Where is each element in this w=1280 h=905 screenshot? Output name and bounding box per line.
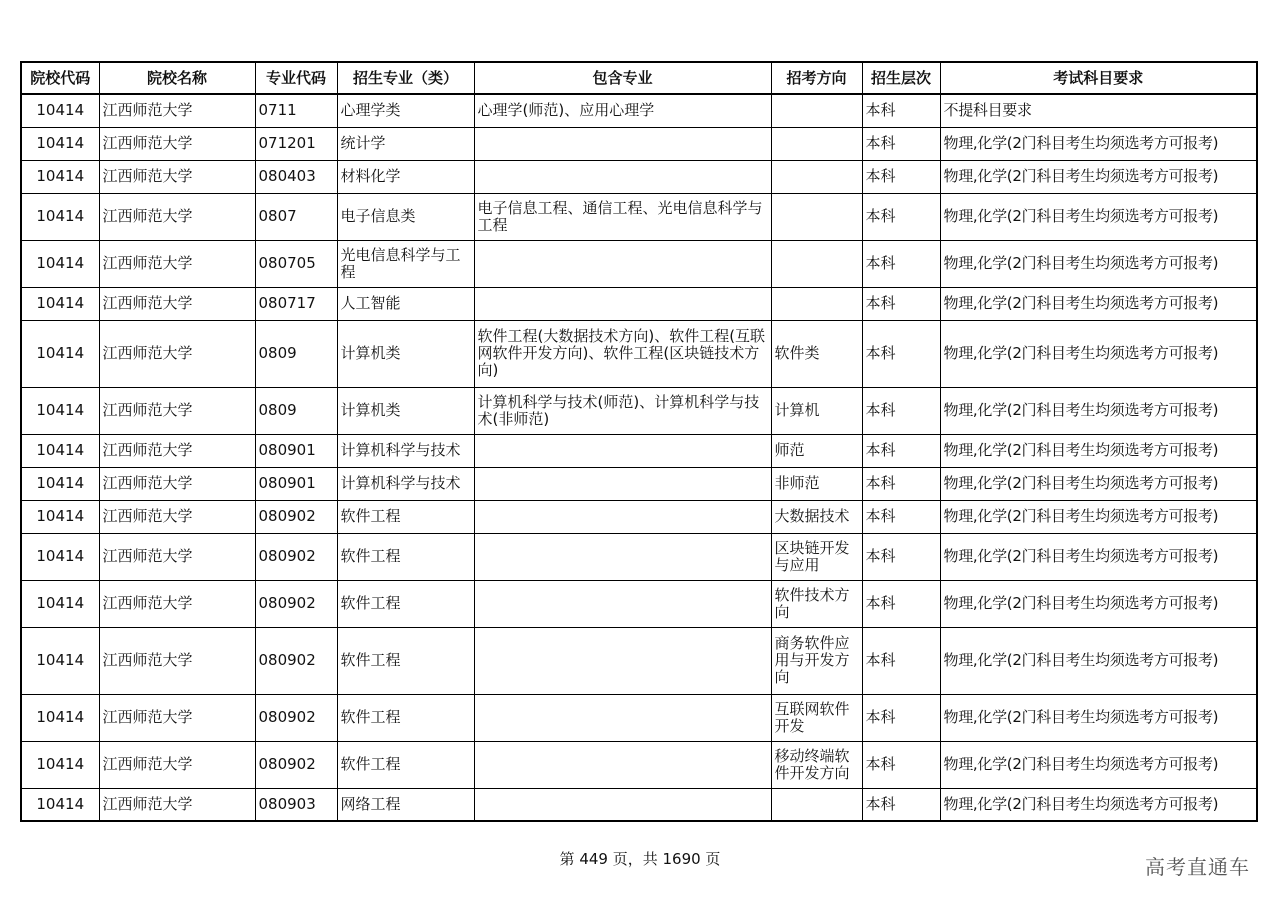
cell-subjects: 物理,化学(2门科目考生均须选考方可报考) [940,193,1257,240]
header-school-code: 院校代码 [21,62,99,94]
cell-level: 本科 [862,741,940,788]
cell-direction: 移动终端软件开发方向 [771,741,862,788]
cell-school-name: 江西师范大学 [99,500,255,533]
table-row [21,160,1257,193]
cell-major-code: 080901 [255,467,337,500]
cell-major: 网络工程 [337,788,474,821]
table-row [21,467,1257,500]
cell-subjects: 物理,化学(2门科目考生均须选考方可报考) [940,160,1257,193]
cell-school-code: 10414 [21,127,99,160]
cell-school-code: 10414 [21,788,99,821]
cell-school-name: 江西师范大学 [99,94,255,127]
cell-includes: 心理学(师范)、应用心理学 [474,94,771,127]
table-row [21,240,1257,287]
cell-major-code: 0807 [255,193,337,240]
cell-subjects: 物理,化学(2门科目考生均须选考方可报考) [940,580,1257,627]
cell-major: 材料化学 [337,160,474,193]
cell-school-name: 江西师范大学 [99,240,255,287]
cell-level: 本科 [862,533,940,580]
cell-school-code: 10414 [21,287,99,320]
cell-school-code: 10414 [21,320,99,387]
cell-major: 软件工程 [337,627,474,694]
cell-major-code: 0809 [255,320,337,387]
cell-school-code: 10414 [21,467,99,500]
cell-major: 光电信息科学与工程 [337,240,474,287]
cell-school-code: 10414 [21,533,99,580]
cell-school-name: 江西师范大学 [99,387,255,434]
cell-includes [474,533,771,580]
cell-major: 软件工程 [337,694,474,741]
cell-subjects: 物理,化学(2门科目考生均须选考方可报考) [940,434,1257,467]
cell-school-code: 10414 [21,434,99,467]
cell-major-code: 0711 [255,94,337,127]
cell-major: 计算机类 [337,387,474,434]
watermark-logo: 高考直通车 [1145,855,1250,879]
cell-subjects: 物理,化学(2门科目考生均须选考方可报考) [940,500,1257,533]
cell-includes: 电子信息工程、通信工程、光电信息科学与工程 [474,193,771,240]
cell-direction [771,160,862,193]
cell-subjects: 物理,化学(2门科目考生均须选考方可报考) [940,467,1257,500]
cell-direction: 商务软件应用与开发方向 [771,627,862,694]
cell-level: 本科 [862,94,940,127]
cell-subjects: 物理,化学(2门科目考生均须选考方可报考) [940,127,1257,160]
cell-direction [771,788,862,821]
cell-direction: 非师范 [771,467,862,500]
cell-direction: 软件类 [771,320,862,387]
cell-school-name: 江西师范大学 [99,694,255,741]
cell-school-code: 10414 [21,627,99,694]
cell-level: 本科 [862,467,940,500]
cell-major-code: 080403 [255,160,337,193]
cell-major-code: 080705 [255,240,337,287]
table-row [21,287,1257,320]
cell-level: 本科 [862,580,940,627]
cell-major-code: 080902 [255,533,337,580]
cell-school-name: 江西师范大学 [99,434,255,467]
header-level: 招生层次 [862,62,940,94]
cell-direction [771,240,862,287]
cell-subjects: 物理,化学(2门科目考生均须选考方可报考) [940,240,1257,287]
cell-school-name: 江西师范大学 [99,320,255,387]
table-row [21,533,1257,580]
admissions-table [20,61,1258,822]
cell-subjects: 物理,化学(2门科目考生均须选考方可报考) [940,788,1257,821]
page-number: 第 449 页，共 1690 页 [559,850,721,868]
cell-major: 软件工程 [337,533,474,580]
table-row [21,434,1257,467]
cell-major: 计算机科学与技术 [337,434,474,467]
cell-school-code: 10414 [21,240,99,287]
cell-major: 心理学类 [337,94,474,127]
cell-includes [474,287,771,320]
cell-school-code: 10414 [21,741,99,788]
table-header-row [21,62,1257,94]
cell-major: 计算机类 [337,320,474,387]
cell-major-code: 080902 [255,741,337,788]
table-row [21,580,1257,627]
cell-level: 本科 [862,193,940,240]
cell-school-code: 10414 [21,387,99,434]
header-subjects: 考试科目要求 [940,62,1257,94]
cell-level: 本科 [862,240,940,287]
cell-major: 软件工程 [337,741,474,788]
header-major-code: 专业代码 [255,62,337,94]
table-row [21,694,1257,741]
cell-level: 本科 [862,627,940,694]
cell-level: 本科 [862,434,940,467]
cell-includes [474,741,771,788]
table-row [21,127,1257,160]
table-row [21,788,1257,821]
table-row [21,387,1257,434]
cell-direction [771,193,862,240]
cell-subjects: 物理,化学(2门科目考生均须选考方可报考) [940,627,1257,694]
table-row [21,94,1257,127]
header-school-name: 院校名称 [99,62,255,94]
cell-includes [474,627,771,694]
cell-school-name: 江西师范大学 [99,193,255,240]
table-row [21,741,1257,788]
cell-includes [474,500,771,533]
header-direction: 招考方向 [771,62,862,94]
table-body [21,94,1257,821]
cell-level: 本科 [862,127,940,160]
cell-level: 本科 [862,320,940,387]
cell-school-code: 10414 [21,500,99,533]
table-row [21,320,1257,387]
cell-direction: 区块链开发与应用 [771,533,862,580]
cell-school-name: 江西师范大学 [99,467,255,500]
cell-major-code: 080903 [255,788,337,821]
cell-includes [474,127,771,160]
table-row [21,193,1257,240]
cell-includes: 软件工程(大数据技术方向)、软件工程(互联网软件开发方向)、软件工程(区块链技术方向) [474,320,771,387]
cell-major-code: 0809 [255,387,337,434]
cell-major-code: 080902 [255,500,337,533]
cell-school-code: 10414 [21,193,99,240]
cell-school-code: 10414 [21,694,99,741]
cell-major: 人工智能 [337,287,474,320]
cell-includes [474,580,771,627]
cell-school-name: 江西师范大学 [99,741,255,788]
table-row [21,500,1257,533]
cell-major: 统计学 [337,127,474,160]
cell-direction [771,127,862,160]
cell-major: 软件工程 [337,580,474,627]
cell-subjects: 物理,化学(2门科目考生均须选考方可报考) [940,320,1257,387]
cell-direction [771,287,862,320]
cell-direction: 互联网软件开发 [771,694,862,741]
cell-school-code: 10414 [21,94,99,127]
cell-subjects: 物理,化学(2门科目考生均须选考方可报考) [940,694,1257,741]
cell-level: 本科 [862,694,940,741]
cell-major-code: 080902 [255,694,337,741]
cell-major-code: 080901 [255,434,337,467]
cell-school-name: 江西师范大学 [99,127,255,160]
cell-school-name: 江西师范大学 [99,533,255,580]
cell-includes [474,694,771,741]
cell-includes [474,240,771,287]
cell-includes [474,160,771,193]
cell-subjects: 不提科目要求 [940,94,1257,127]
header-major: 招生专业（类） [337,62,474,94]
cell-school-name: 江西师范大学 [99,580,255,627]
cell-school-code: 10414 [21,160,99,193]
cell-school-name: 江西师范大学 [99,160,255,193]
cell-includes: 计算机科学与技术(师范)、计算机科学与技术(非师范) [474,387,771,434]
cell-major-code: 080902 [255,627,337,694]
cell-subjects: 物理,化学(2门科目考生均须选考方可报考) [940,387,1257,434]
header-includes: 包含专业 [474,62,771,94]
cell-major: 软件工程 [337,500,474,533]
cell-subjects: 物理,化学(2门科目考生均须选考方可报考) [940,287,1257,320]
cell-school-name: 江西师范大学 [99,287,255,320]
cell-school-code: 10414 [21,580,99,627]
cell-direction: 师范 [771,434,862,467]
cell-direction: 软件技术方向 [771,580,862,627]
cell-direction: 计算机 [771,387,862,434]
cell-subjects: 物理,化学(2门科目考生均须选考方可报考) [940,741,1257,788]
cell-subjects: 物理,化学(2门科目考生均须选考方可报考) [940,533,1257,580]
cell-major-code: 071201 [255,127,337,160]
cell-includes [474,467,771,500]
cell-school-name: 江西师范大学 [99,788,255,821]
cell-direction [771,94,862,127]
cell-major-code: 080902 [255,580,337,627]
cell-school-name: 江西师范大学 [99,627,255,694]
cell-direction: 大数据技术 [771,500,862,533]
cell-level: 本科 [862,287,940,320]
cell-level: 本科 [862,387,940,434]
cell-major: 计算机科学与技术 [337,467,474,500]
table-row [21,627,1257,694]
cell-includes [474,434,771,467]
cell-major: 电子信息类 [337,193,474,240]
cell-major-code: 080717 [255,287,337,320]
cell-level: 本科 [862,500,940,533]
cell-includes [474,788,771,821]
cell-level: 本科 [862,160,940,193]
cell-level: 本科 [862,788,940,821]
